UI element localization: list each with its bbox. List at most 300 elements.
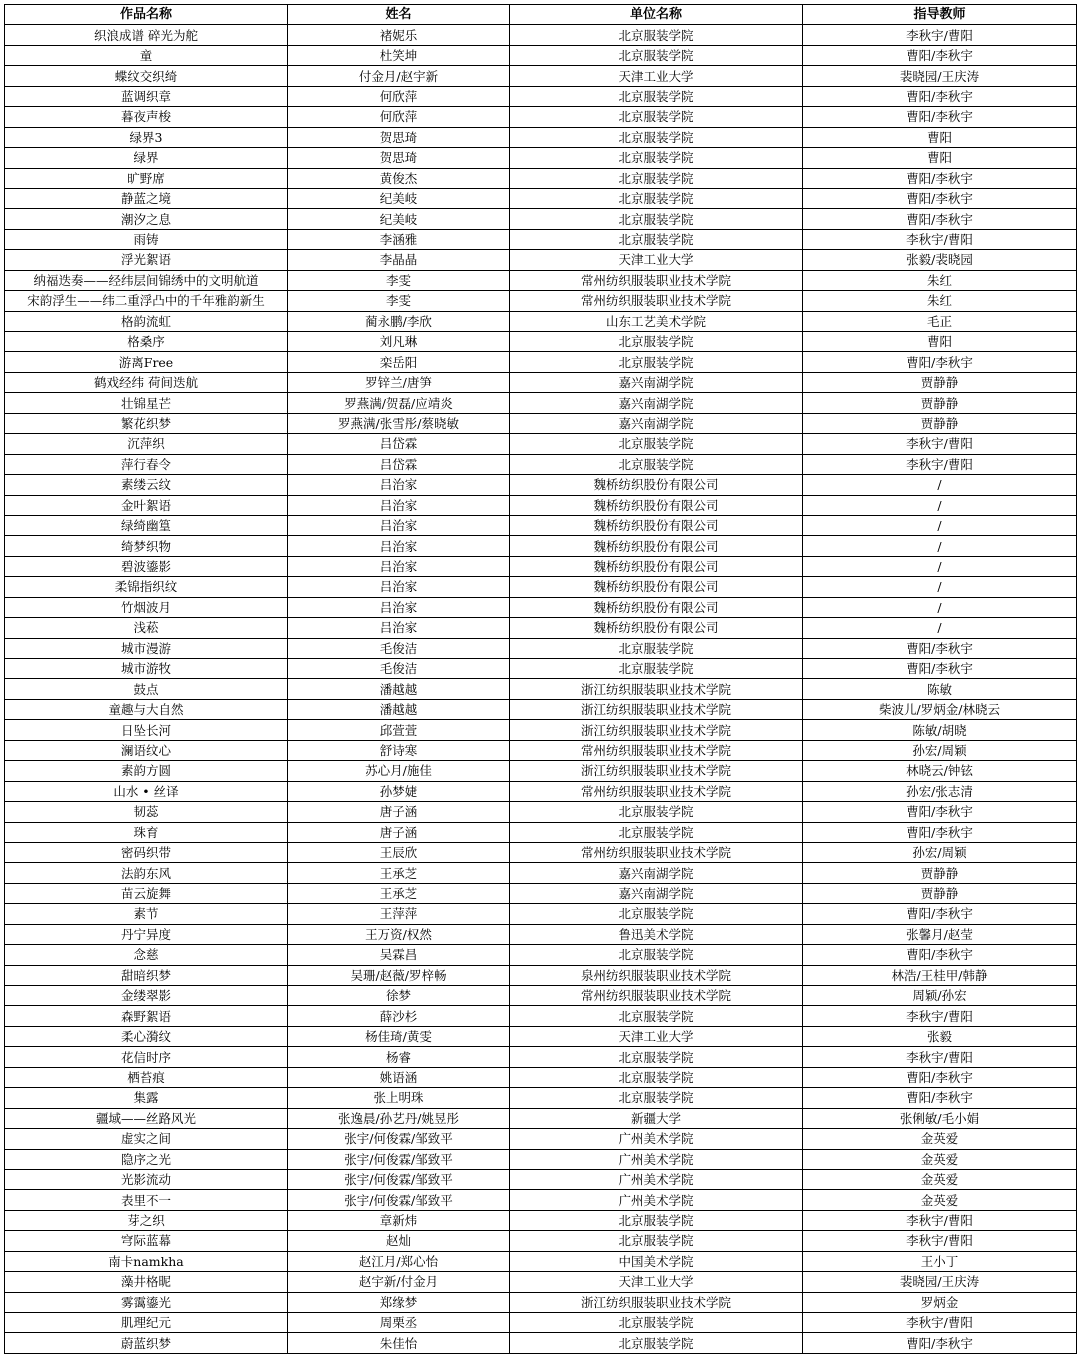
- institution-cell: 北京服装学院: [510, 86, 803, 106]
- name-cell: 吕治家: [288, 515, 510, 535]
- table-row: [5, 1231, 1077, 1251]
- work-title-cell: 念慈: [5, 945, 288, 965]
- advisor-cell: 曹阳/李秋宇: [803, 209, 1077, 229]
- name-cell: 张宇/何俊霖/邹致平: [288, 1149, 510, 1169]
- institution-cell: 北京服装学院: [510, 1047, 803, 1067]
- advisor-cell: /: [803, 597, 1077, 617]
- name-cell: 邱萱萱: [288, 720, 510, 740]
- name-cell: 吕治家: [288, 597, 510, 617]
- institution-cell: 魏桥纺织股份有限公司: [510, 475, 803, 495]
- institution-cell: 常州纺织服装职业技术学院: [510, 291, 803, 311]
- name-cell: 吕治家: [288, 495, 510, 515]
- name-cell: 张逸晨/孙艺丹/姚昱彤: [288, 1108, 510, 1128]
- work-title-cell: 藻井格昵: [5, 1272, 288, 1292]
- work-title-cell: 素缕云纹: [5, 475, 288, 495]
- table-row: [5, 1047, 1077, 1067]
- advisor-cell: 柴波儿/罗炳金/林晓云: [803, 699, 1077, 719]
- name-cell: 李晶晶: [288, 250, 510, 270]
- name-cell: 褚妮乐: [288, 25, 510, 45]
- work-title-cell: 童趣与大自然: [5, 699, 288, 719]
- institution-cell: 北京服装学院: [510, 904, 803, 924]
- name-cell: 刘凡琳: [288, 332, 510, 352]
- advisor-cell: /: [803, 495, 1077, 515]
- advisor-cell: 曹阳/李秋宇: [803, 904, 1077, 924]
- advisor-cell: 曹阳/李秋宇: [803, 822, 1077, 842]
- table-row: [5, 66, 1077, 86]
- name-cell: 李雯: [288, 291, 510, 311]
- work-title-cell: 织浪成谱 碎光为舵: [5, 25, 288, 45]
- institution-cell: 北京服装学院: [510, 229, 803, 249]
- work-title-cell: 光影流动: [5, 1169, 288, 1189]
- institution-cell: 鲁迅美术学院: [510, 924, 803, 944]
- name-cell: 杜笑坤: [288, 45, 510, 65]
- institution-cell: 浙江纺织服装职业技术学院: [510, 761, 803, 781]
- institution-cell: 嘉兴南湖学院: [510, 393, 803, 413]
- advisor-cell: 曹阳/李秋宇: [803, 1088, 1077, 1108]
- name-cell: 吴霖昌: [288, 945, 510, 965]
- advisor-cell: 曹阳/李秋宇: [803, 352, 1077, 372]
- work-title-cell: 格桑序: [5, 332, 288, 352]
- table-row: [5, 659, 1077, 679]
- work-title-cell: 花信时序: [5, 1047, 288, 1067]
- table-row: [5, 577, 1077, 597]
- table-row: [5, 1210, 1077, 1230]
- table-row: [5, 86, 1077, 106]
- institution-cell: 天津工业大学: [510, 1026, 803, 1046]
- work-title-cell: 隐序之光: [5, 1149, 288, 1169]
- advisor-cell: 李秋宇/曹阳: [803, 1210, 1077, 1230]
- institution-cell: 北京服装学院: [510, 1313, 803, 1333]
- institution-cell: 北京服装学院: [510, 209, 803, 229]
- table-row: [5, 1190, 1077, 1210]
- work-title-cell: 肌理纪元: [5, 1313, 288, 1333]
- table-row: [5, 536, 1077, 556]
- institution-cell: 北京服装学院: [510, 638, 803, 658]
- table-row: [5, 454, 1077, 474]
- table-row: [5, 250, 1077, 270]
- table-row: [5, 148, 1077, 168]
- advisor-cell: /: [803, 577, 1077, 597]
- table-row: [5, 332, 1077, 352]
- advisor-cell: 金英爱: [803, 1190, 1077, 1210]
- work-title-cell: 柔心漪纹: [5, 1026, 288, 1046]
- work-title-cell: 澜语纹心: [5, 740, 288, 760]
- advisor-cell: 孙宏/周颖: [803, 842, 1077, 862]
- table-row: [5, 45, 1077, 65]
- header-advisor: 指导教师: [803, 5, 1077, 25]
- work-title-cell: 表里不一: [5, 1190, 288, 1210]
- name-cell: 苏心月/施佳: [288, 761, 510, 781]
- institution-cell: 常州纺织服装职业技术学院: [510, 270, 803, 290]
- results-sheet: [4, 4, 1076, 1354]
- work-title-cell: 格韵流虹: [5, 311, 288, 331]
- name-cell: 王承芝: [288, 883, 510, 903]
- name-cell: 张上明珠: [288, 1088, 510, 1108]
- table-row: [5, 311, 1077, 331]
- institution-cell: 魏桥纺织股份有限公司: [510, 577, 803, 597]
- institution-cell: 泉州纺织服装职业技术学院: [510, 965, 803, 985]
- table-row: [5, 883, 1077, 903]
- institution-cell: 北京服装学院: [510, 1088, 803, 1108]
- work-title-cell: 芽之织: [5, 1210, 288, 1230]
- advisor-cell: 曹阳/李秋宇: [803, 168, 1077, 188]
- table-row: [5, 740, 1077, 760]
- institution-cell: 嘉兴南湖学院: [510, 863, 803, 883]
- work-title-cell: 素节: [5, 904, 288, 924]
- institution-cell: 浙江纺织服装职业技术学院: [510, 1292, 803, 1312]
- name-cell: 张宇/何俊霖/邹致平: [288, 1169, 510, 1189]
- institution-cell: 北京服装学院: [510, 659, 803, 679]
- institution-cell: 嘉兴南湖学院: [510, 372, 803, 392]
- table-row: [5, 761, 1077, 781]
- table-row: [5, 495, 1077, 515]
- table-row: [5, 270, 1077, 290]
- advisor-cell: 曹阳: [803, 127, 1077, 147]
- name-cell: 张宇/何俊霖/邹致平: [288, 1129, 510, 1149]
- table-row: [5, 352, 1077, 372]
- work-title-cell: 穹际蓝幕: [5, 1231, 288, 1251]
- advisor-cell: 金英爱: [803, 1149, 1077, 1169]
- name-cell: 罗燕满/贺磊/应靖炎: [288, 393, 510, 413]
- institution-cell: 魏桥纺织股份有限公司: [510, 597, 803, 617]
- name-cell: 郑缘梦: [288, 1292, 510, 1312]
- table-row: [5, 945, 1077, 965]
- advisor-cell: 曹阳/李秋宇: [803, 945, 1077, 965]
- institution-cell: 浙江纺织服装职业技术学院: [510, 720, 803, 740]
- table-row: [5, 127, 1077, 147]
- advisor-cell: 曹阳/李秋宇: [803, 638, 1077, 658]
- work-title-cell: 虚实之间: [5, 1129, 288, 1149]
- advisor-cell: /: [803, 556, 1077, 576]
- name-cell: 王万资/权然: [288, 924, 510, 944]
- institution-cell: 山东工艺美术学院: [510, 311, 803, 331]
- advisor-cell: 陈敏: [803, 679, 1077, 699]
- table-row: [5, 1088, 1077, 1108]
- table-row: [5, 1026, 1077, 1046]
- advisor-cell: 贾静静: [803, 372, 1077, 392]
- advisor-cell: 张毅: [803, 1026, 1077, 1046]
- advisor-cell: 曹阳/李秋宇: [803, 1333, 1077, 1353]
- table-row: [5, 638, 1077, 658]
- advisor-cell: 李秋宇/曹阳: [803, 1231, 1077, 1251]
- table-row: [5, 720, 1077, 740]
- table-row: [5, 1169, 1077, 1189]
- name-cell: 赵宇新/付金月: [288, 1272, 510, 1292]
- work-title-cell: 竹烟波月: [5, 597, 288, 617]
- work-title-cell: 静蓝之境: [5, 188, 288, 208]
- institution-cell: 广州美术学院: [510, 1129, 803, 1149]
- work-title-cell: 绿绮幽篁: [5, 515, 288, 535]
- advisor-cell: 曹阳/李秋宇: [803, 86, 1077, 106]
- name-cell: 吕岱霖: [288, 434, 510, 454]
- advisor-cell: 李秋宇/曹阳: [803, 1047, 1077, 1067]
- table-row: [5, 25, 1077, 45]
- work-title-cell: 鼓点: [5, 679, 288, 699]
- name-cell: 栾岳阳: [288, 352, 510, 372]
- advisor-cell: 李秋宇/曹阳: [803, 25, 1077, 45]
- institution-cell: 魏桥纺织股份有限公司: [510, 495, 803, 515]
- table-row: [5, 515, 1077, 535]
- advisor-cell: 曹阳/李秋宇: [803, 659, 1077, 679]
- table-row: [5, 209, 1077, 229]
- name-cell: 贺思琦: [288, 127, 510, 147]
- advisor-cell: 曹阳/李秋宇: [803, 188, 1077, 208]
- work-title-cell: 素韵方圆: [5, 761, 288, 781]
- name-cell: 吕治家: [288, 577, 510, 597]
- table-row: [5, 1333, 1077, 1353]
- advisor-cell: 毛正: [803, 311, 1077, 331]
- table-row: [5, 1067, 1077, 1087]
- work-title-cell: 柔锦指织纹: [5, 577, 288, 597]
- table-row: [5, 434, 1077, 454]
- table-row: [5, 904, 1077, 924]
- name-cell: 黄俊杰: [288, 168, 510, 188]
- advisor-cell: 张馨月/赵莹: [803, 924, 1077, 944]
- name-cell: 毛俊洁: [288, 659, 510, 679]
- advisor-cell: 林晓云/钟铉: [803, 761, 1077, 781]
- institution-cell: 魏桥纺织股份有限公司: [510, 556, 803, 576]
- name-cell: 何欣萍: [288, 107, 510, 127]
- institution-cell: 魏桥纺织股份有限公司: [510, 536, 803, 556]
- work-title-cell: 栖苔痕: [5, 1067, 288, 1087]
- work-title-cell: 密码织带: [5, 842, 288, 862]
- advisor-cell: 朱红: [803, 270, 1077, 290]
- table-row: [5, 291, 1077, 311]
- work-title-cell: 森野絮语: [5, 1006, 288, 1026]
- work-title-cell: 雾霭鎏光: [5, 1292, 288, 1312]
- advisor-cell: 曹阳/李秋宇: [803, 107, 1077, 127]
- work-title-cell: 纳福迭奏——经纬层间锦绣中的文明航道: [5, 270, 288, 290]
- institution-cell: 北京服装学院: [510, 1210, 803, 1230]
- work-title-cell: 城市漫游: [5, 638, 288, 658]
- advisor-cell: 李秋宇/曹阳: [803, 229, 1077, 249]
- name-cell: 纪美岐: [288, 188, 510, 208]
- advisor-cell: 王小丁: [803, 1251, 1077, 1271]
- advisor-cell: 李秋宇/曹阳: [803, 454, 1077, 474]
- name-cell: 张宇/何俊霖/邹致平: [288, 1190, 510, 1210]
- table-row: [5, 1149, 1077, 1169]
- table-row: [5, 1006, 1077, 1026]
- work-title-cell: 沉萍织: [5, 434, 288, 454]
- name-cell: 吕治家: [288, 556, 510, 576]
- advisor-cell: /: [803, 515, 1077, 535]
- work-title-cell: 童: [5, 45, 288, 65]
- institution-cell: 北京服装学院: [510, 802, 803, 822]
- name-cell: 潘越越: [288, 699, 510, 719]
- table-row: [5, 802, 1077, 822]
- name-cell: 纪美岐: [288, 209, 510, 229]
- header-name: 姓名: [288, 5, 510, 25]
- institution-cell: 嘉兴南湖学院: [510, 883, 803, 903]
- name-cell: 王萍萍: [288, 904, 510, 924]
- advisor-cell: 孙宏/张志清: [803, 781, 1077, 801]
- advisor-cell: /: [803, 618, 1077, 638]
- advisor-cell: 林浩/王桂甲/韩静: [803, 965, 1077, 985]
- name-cell: 何欣萍: [288, 86, 510, 106]
- name-cell: 吕治家: [288, 618, 510, 638]
- advisor-cell: 曹阳: [803, 332, 1077, 352]
- name-cell: 唐子涵: [288, 822, 510, 842]
- name-cell: 周栗丞: [288, 1313, 510, 1333]
- advisor-cell: 周颖/孙宏: [803, 986, 1077, 1006]
- work-title-cell: 疆域——丝路风光: [5, 1108, 288, 1128]
- advisor-cell: 陈敏/胡晓: [803, 720, 1077, 740]
- work-title-cell: 金缕翠影: [5, 986, 288, 1006]
- name-cell: 吕岱霖: [288, 454, 510, 474]
- name-cell: 李雯: [288, 270, 510, 290]
- table-row: [5, 188, 1077, 208]
- advisor-cell: 曹阳/李秋宇: [803, 802, 1077, 822]
- institution-cell: 北京服装学院: [510, 454, 803, 474]
- name-cell: 姚语涵: [288, 1067, 510, 1087]
- work-title-cell: 山水 • 丝译: [5, 781, 288, 801]
- work-title-cell: 集露: [5, 1088, 288, 1108]
- institution-cell: 魏桥纺织股份有限公司: [510, 618, 803, 638]
- institution-cell: 北京服装学院: [510, 107, 803, 127]
- table-row: [5, 822, 1077, 842]
- work-title-cell: 韧蕊: [5, 802, 288, 822]
- institution-cell: 北京服装学院: [510, 1067, 803, 1087]
- header-row: [5, 5, 1077, 25]
- work-title-cell: 萍行春令: [5, 454, 288, 474]
- work-title-cell: 宋韵浮生——纬二重浮凸中的千年雅韵新生: [5, 291, 288, 311]
- table-row: [5, 107, 1077, 127]
- table-row: [5, 679, 1077, 699]
- work-title-cell: 城市游牧: [5, 659, 288, 679]
- name-cell: 毛俊洁: [288, 638, 510, 658]
- name-cell: 贺思琦: [288, 148, 510, 168]
- institution-cell: 天津工业大学: [510, 250, 803, 270]
- table-header: [5, 5, 1077, 25]
- advisor-cell: 贾静静: [803, 413, 1077, 433]
- name-cell: 孙梦婕: [288, 781, 510, 801]
- table-row: [5, 1129, 1077, 1149]
- name-cell: 舒诗寒: [288, 740, 510, 760]
- work-title-cell: 绿界: [5, 148, 288, 168]
- table-row: [5, 556, 1077, 576]
- institution-cell: 北京服装学院: [510, 188, 803, 208]
- institution-cell: 广州美术学院: [510, 1169, 803, 1189]
- institution-cell: 中国美术学院: [510, 1251, 803, 1271]
- institution-cell: 北京服装学院: [510, 352, 803, 372]
- work-title-cell: 蝶纹交织绮: [5, 66, 288, 86]
- name-cell: 薛沙杉: [288, 1006, 510, 1026]
- work-title-cell: 绿界3: [5, 127, 288, 147]
- table-row: [5, 781, 1077, 801]
- name-cell: 付金月/赵宇新: [288, 66, 510, 86]
- institution-cell: 北京服装学院: [510, 1231, 803, 1251]
- advisor-cell: 李秋宇/曹阳: [803, 1313, 1077, 1333]
- name-cell: 章新炜: [288, 1210, 510, 1230]
- name-cell: 赵江月/郑心怡: [288, 1251, 510, 1271]
- name-cell: 潘越越: [288, 679, 510, 699]
- work-title-cell: 鹤戏经纬 荷间迭航: [5, 372, 288, 392]
- advisor-cell: 朱红: [803, 291, 1077, 311]
- institution-cell: 魏桥纺织股份有限公司: [510, 515, 803, 535]
- institution-cell: 北京服装学院: [510, 148, 803, 168]
- work-title-cell: 蔚蓝织梦: [5, 1333, 288, 1353]
- name-cell: 吴珊/赵薇/罗梓畅: [288, 965, 510, 985]
- name-cell: 王辰欣: [288, 842, 510, 862]
- work-title-cell: 苗云旋舞: [5, 883, 288, 903]
- advisor-cell: 裴晓园/王庆涛: [803, 1272, 1077, 1292]
- institution-cell: 天津工业大学: [510, 66, 803, 86]
- institution-cell: 广州美术学院: [510, 1149, 803, 1169]
- institution-cell: 北京服装学院: [510, 1006, 803, 1026]
- table-row: [5, 1272, 1077, 1292]
- work-title-cell: 壮锦星芒: [5, 393, 288, 413]
- table-body: [5, 25, 1077, 1353]
- advisor-cell: 裴晓园/王庆涛: [803, 66, 1077, 86]
- institution-cell: 常州纺织服装职业技术学院: [510, 986, 803, 1006]
- work-title-cell: 碧波鎏影: [5, 556, 288, 576]
- advisor-cell: 金英爱: [803, 1129, 1077, 1149]
- work-title-cell: 金叶絮语: [5, 495, 288, 515]
- table-row: [5, 863, 1077, 883]
- name-cell: 赵灿: [288, 1231, 510, 1251]
- work-title-cell: 潮汐之息: [5, 209, 288, 229]
- work-title-cell: 繁花织梦: [5, 413, 288, 433]
- advisor-cell: 曹阳: [803, 148, 1077, 168]
- table-row: [5, 1292, 1077, 1312]
- institution-cell: 浙江纺织服装职业技术学院: [510, 699, 803, 719]
- advisor-cell: 金英爱: [803, 1169, 1077, 1189]
- institution-cell: 新疆大学: [510, 1108, 803, 1128]
- institution-cell: 北京服装学院: [510, 1333, 803, 1353]
- institution-cell: 北京服装学院: [510, 45, 803, 65]
- advisor-cell: 张俐敏/毛小娟: [803, 1108, 1077, 1128]
- name-cell: 李涵雅: [288, 229, 510, 249]
- advisor-cell: 张毅/裴晓园: [803, 250, 1077, 270]
- institution-cell: 天津工业大学: [510, 1272, 803, 1292]
- advisor-cell: 李秋宇/曹阳: [803, 1006, 1077, 1026]
- work-title-cell: 浅菘: [5, 618, 288, 638]
- name-cell: 朱佳怡: [288, 1333, 510, 1353]
- table-row: [5, 618, 1077, 638]
- institution-cell: 北京服装学院: [510, 434, 803, 454]
- institution-cell: 常州纺织服装职业技术学院: [510, 781, 803, 801]
- name-cell: 罗锌兰/唐笋: [288, 372, 510, 392]
- advisor-cell: 贾静静: [803, 863, 1077, 883]
- institution-cell: 北京服装学院: [510, 25, 803, 45]
- institution-cell: 北京服装学院: [510, 127, 803, 147]
- advisor-cell: 贾静静: [803, 883, 1077, 903]
- institution-cell: 北京服装学院: [510, 168, 803, 188]
- works-table: [4, 4, 1077, 1354]
- advisor-cell: 贾静静: [803, 393, 1077, 413]
- advisor-cell: 曹阳/李秋宇: [803, 45, 1077, 65]
- table-row: [5, 699, 1077, 719]
- name-cell: 王承芝: [288, 863, 510, 883]
- work-title-cell: 日坠长河: [5, 720, 288, 740]
- institution-cell: 广州美术学院: [510, 1190, 803, 1210]
- name-cell: 吕治家: [288, 475, 510, 495]
- work-title-cell: 法韵东风: [5, 863, 288, 883]
- institution-cell: 嘉兴南湖学院: [510, 413, 803, 433]
- table-row: [5, 372, 1077, 392]
- table-row: [5, 965, 1077, 985]
- table-row: [5, 924, 1077, 944]
- name-cell: 杨睿: [288, 1047, 510, 1067]
- institution-cell: 常州纺织服装职业技术学院: [510, 740, 803, 760]
- table-row: [5, 475, 1077, 495]
- work-title-cell: 蓝调织章: [5, 86, 288, 106]
- table-row: [5, 986, 1077, 1006]
- work-title-cell: 绮梦织物: [5, 536, 288, 556]
- table-row: [5, 1313, 1077, 1333]
- advisor-cell: /: [803, 536, 1077, 556]
- work-title-cell: 南卡namkha: [5, 1251, 288, 1271]
